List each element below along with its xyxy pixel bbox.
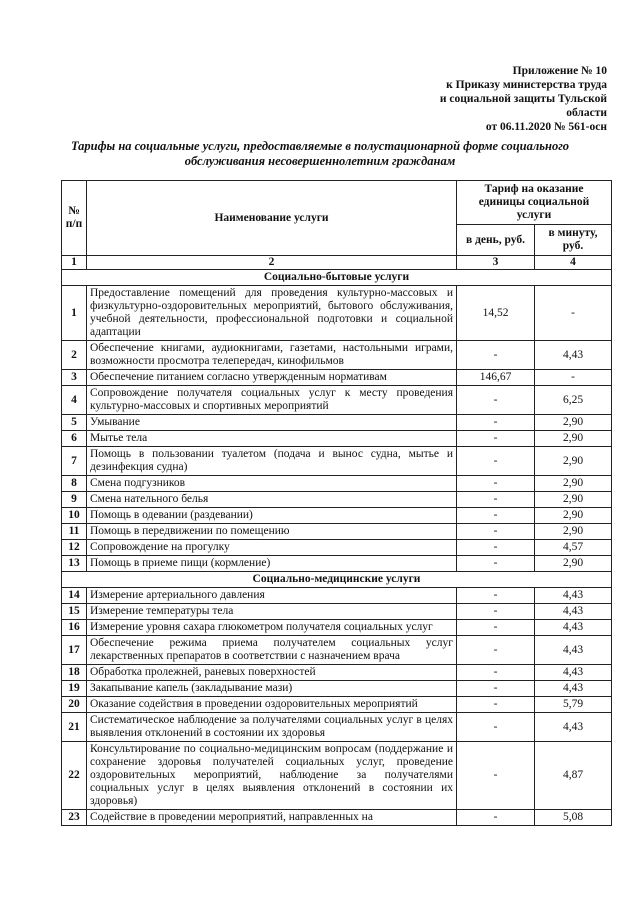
service-name: Обеспечение книгами, аудиокнигами, газетами, настольными играми, возможности просмотра телепередач, кинофильмов [87, 341, 457, 370]
tariff-per-day: - [457, 697, 535, 713]
row-number: 18 [62, 665, 87, 681]
tariff-per-day: - [457, 742, 535, 810]
column-header-per-minute: в минуту, руб. [535, 225, 612, 256]
tariff-per-day: - [457, 588, 535, 604]
order-reference: к Приказу министерства труда [446, 79, 607, 91]
tariff-per-minute: 2,90 [535, 508, 612, 524]
table-row [62, 341, 612, 370]
table-row [62, 742, 612, 810]
table-row [62, 713, 612, 742]
tariff-per-day: - [457, 415, 535, 431]
column-header-number: № п/п [62, 181, 87, 256]
table-row [62, 620, 612, 636]
row-number: 11 [62, 524, 87, 540]
section-social-medical [62, 572, 612, 588]
service-name: Измерение температуры тела [87, 604, 457, 620]
service-name: Обеспечение режима приема получателем социальных услуг лекарственных препаратов в соответствии с назначением врача [87, 636, 457, 665]
order-date: от 06.11.2020 № 561-осн [485, 121, 607, 133]
service-name: Оказание содействия в проведении оздоровительных мероприятий [87, 697, 457, 713]
tariff-per-day: - [457, 665, 535, 681]
tariff-per-day: - [457, 556, 535, 572]
table-row [62, 540, 612, 556]
tariff-per-day: - [457, 604, 535, 620]
document-title: Тарифы на социальные услуги, предоставляемые в полустационарной форме социального обслуживания несовершеннолетним гражданам [70, 139, 570, 168]
table-row [62, 681, 612, 697]
table-row [62, 665, 612, 681]
tariff-per-day: - [457, 447, 535, 476]
service-name: Смена нательного белья [87, 492, 457, 508]
column-header-name: Наименование услуги [87, 181, 457, 256]
appendix-number: Приложение № 10 [512, 65, 607, 77]
service-name: Обеспечение питанием согласно утвержденным нормативам [87, 370, 457, 386]
table-row [62, 386, 612, 415]
service-name: Обработка пролежней, раневых поверхностей [87, 665, 457, 681]
row-number: 13 [62, 556, 87, 572]
tariff-per-minute: 4,43 [535, 620, 612, 636]
tariff-per-day: - [457, 540, 535, 556]
row-number: 1 [62, 286, 87, 341]
row-number: 15 [62, 604, 87, 620]
tariff-per-day: - [457, 810, 535, 826]
row-number: 9 [62, 492, 87, 508]
row-number: 14 [62, 588, 87, 604]
service-name: Умывание [87, 415, 457, 431]
table-row [62, 415, 612, 431]
table-row [62, 370, 612, 386]
row-number: 2 [62, 341, 87, 370]
table-row [62, 492, 612, 508]
row-number: 19 [62, 681, 87, 697]
row-number: 7 [62, 447, 87, 476]
row-number: 3 [62, 370, 87, 386]
column-header-tariff: Тариф на оказание единицы социальной услуги [457, 181, 612, 225]
tariff-per-minute: 2,90 [535, 524, 612, 540]
row-number: 21 [62, 713, 87, 742]
service-name: Мытье тела [87, 431, 457, 447]
section-title: Социально-медицинские услуги [62, 572, 612, 588]
document-header [367, 64, 607, 134]
tariff-per-minute: - [535, 286, 612, 341]
tariff-per-day: - [457, 636, 535, 665]
table-row [62, 286, 612, 341]
row-number: 16 [62, 620, 87, 636]
column-index-row [62, 256, 612, 270]
table-row [62, 524, 612, 540]
tariff-per-minute: 2,90 [535, 476, 612, 492]
service-name: Систематическое наблюдение за получателями социальных услуг в целях выявления отклонений в состоянии их здоровья [87, 713, 457, 742]
service-name: Консультирование по социально-медицинским вопросам (поддержание и сохранение здоровья получателей социальных услуг, проведение оздоровительных мероприятий, наблюдение за получателями социальных услуг в целях выявления отклонений в состоянии их здоровья) [87, 742, 457, 810]
tariff-per-minute: 5,79 [535, 697, 612, 713]
index-cell: 3 [457, 256, 535, 270]
tariff-per-minute: - [535, 370, 612, 386]
tariff-per-day: - [457, 713, 535, 742]
row-number: 20 [62, 697, 87, 713]
tariff-per-minute: 4,43 [535, 341, 612, 370]
service-name: Содействие в проведении мероприятий, направленных на [87, 810, 457, 826]
table-row [62, 476, 612, 492]
tariff-per-day: - [457, 341, 535, 370]
index-cell: 4 [535, 256, 612, 270]
table-row [62, 588, 612, 604]
tariff-per-day: - [457, 431, 535, 447]
tariff-per-minute: 4,57 [535, 540, 612, 556]
tariff-per-minute: 4,43 [535, 636, 612, 665]
row-number: 4 [62, 386, 87, 415]
tariff-per-minute: 2,90 [535, 431, 612, 447]
tariff-per-minute: 4,43 [535, 681, 612, 697]
row-number: 10 [62, 508, 87, 524]
row-number: 5 [62, 415, 87, 431]
tariff-per-day: - [457, 476, 535, 492]
tariff-per-day: - [457, 386, 535, 415]
tariff-per-minute: 4,43 [535, 713, 612, 742]
table-row [62, 508, 612, 524]
tariff-per-minute: 6,25 [535, 386, 612, 415]
index-cell: 2 [87, 256, 457, 270]
tariff-per-minute: 5,08 [535, 810, 612, 826]
service-name: Помощь в передвижении по помещению [87, 524, 457, 540]
table-row [62, 556, 612, 572]
table-row [62, 431, 612, 447]
section-title: Социально-бытовые услуги [62, 270, 612, 286]
service-name: Помощь в пользовании туалетом (подача и вынос судна, мытье и дезинфекция судна) [87, 447, 457, 476]
row-number: 22 [62, 742, 87, 810]
column-header-per-day: в день, руб. [457, 225, 535, 256]
service-name: Измерение уровня сахара глюкометром получателя социальных услуг [87, 620, 457, 636]
tariff-per-minute: 2,90 [535, 415, 612, 431]
index-cell: 1 [62, 256, 87, 270]
service-name: Помощь в одевании (раздевании) [87, 508, 457, 524]
region-name: области [566, 107, 607, 119]
table-row [62, 604, 612, 620]
tariff-per-minute: 2,90 [535, 492, 612, 508]
table-row [62, 447, 612, 476]
tariff-per-minute: 2,90 [535, 556, 612, 572]
tariff-per-minute: 4,43 [535, 588, 612, 604]
tariff-per-day: 14,52 [457, 286, 535, 341]
service-name: Помощь в приеме пищи (кормление) [87, 556, 457, 572]
service-name: Сопровождение получателя социальных услуг к месту проведения культурно-массовых и спортивных мероприятий [87, 386, 457, 415]
service-name: Смена подгузников [87, 476, 457, 492]
row-number: 8 [62, 476, 87, 492]
tariff-per-minute: 2,90 [535, 447, 612, 476]
section-social-household [62, 270, 612, 286]
table-row [62, 810, 612, 826]
tariff-per-day: - [457, 508, 535, 524]
service-name: Измерение артериального давления [87, 588, 457, 604]
ministry-name: и социальной защиты Тульской [439, 93, 607, 105]
row-number: 17 [62, 636, 87, 665]
service-name: Закапывание капель (закладывание мази) [87, 681, 457, 697]
row-number: 23 [62, 810, 87, 826]
tariff-per-day: - [457, 524, 535, 540]
tariff-per-day: - [457, 620, 535, 636]
table-row [62, 636, 612, 665]
tariff-table [61, 180, 612, 826]
tariff-per-minute: 4,43 [535, 665, 612, 681]
tariff-per-minute: 4,43 [535, 604, 612, 620]
tariff-per-day: - [457, 681, 535, 697]
tariff-per-day: 146,67 [457, 370, 535, 386]
service-name: Сопровождение на прогулку [87, 540, 457, 556]
service-name: Предоставление помещений для проведения культурно-массовых и физкультурно-оздоровительных мероприятий, бытового обслуживания, учебной деятельности, профессиональной подготовки и социальной адаптации [87, 286, 457, 341]
table-row [62, 697, 612, 713]
tariff-per-day: - [457, 492, 535, 508]
tariff-per-minute: 4,87 [535, 742, 612, 810]
row-number: 6 [62, 431, 87, 447]
row-number: 12 [62, 540, 87, 556]
